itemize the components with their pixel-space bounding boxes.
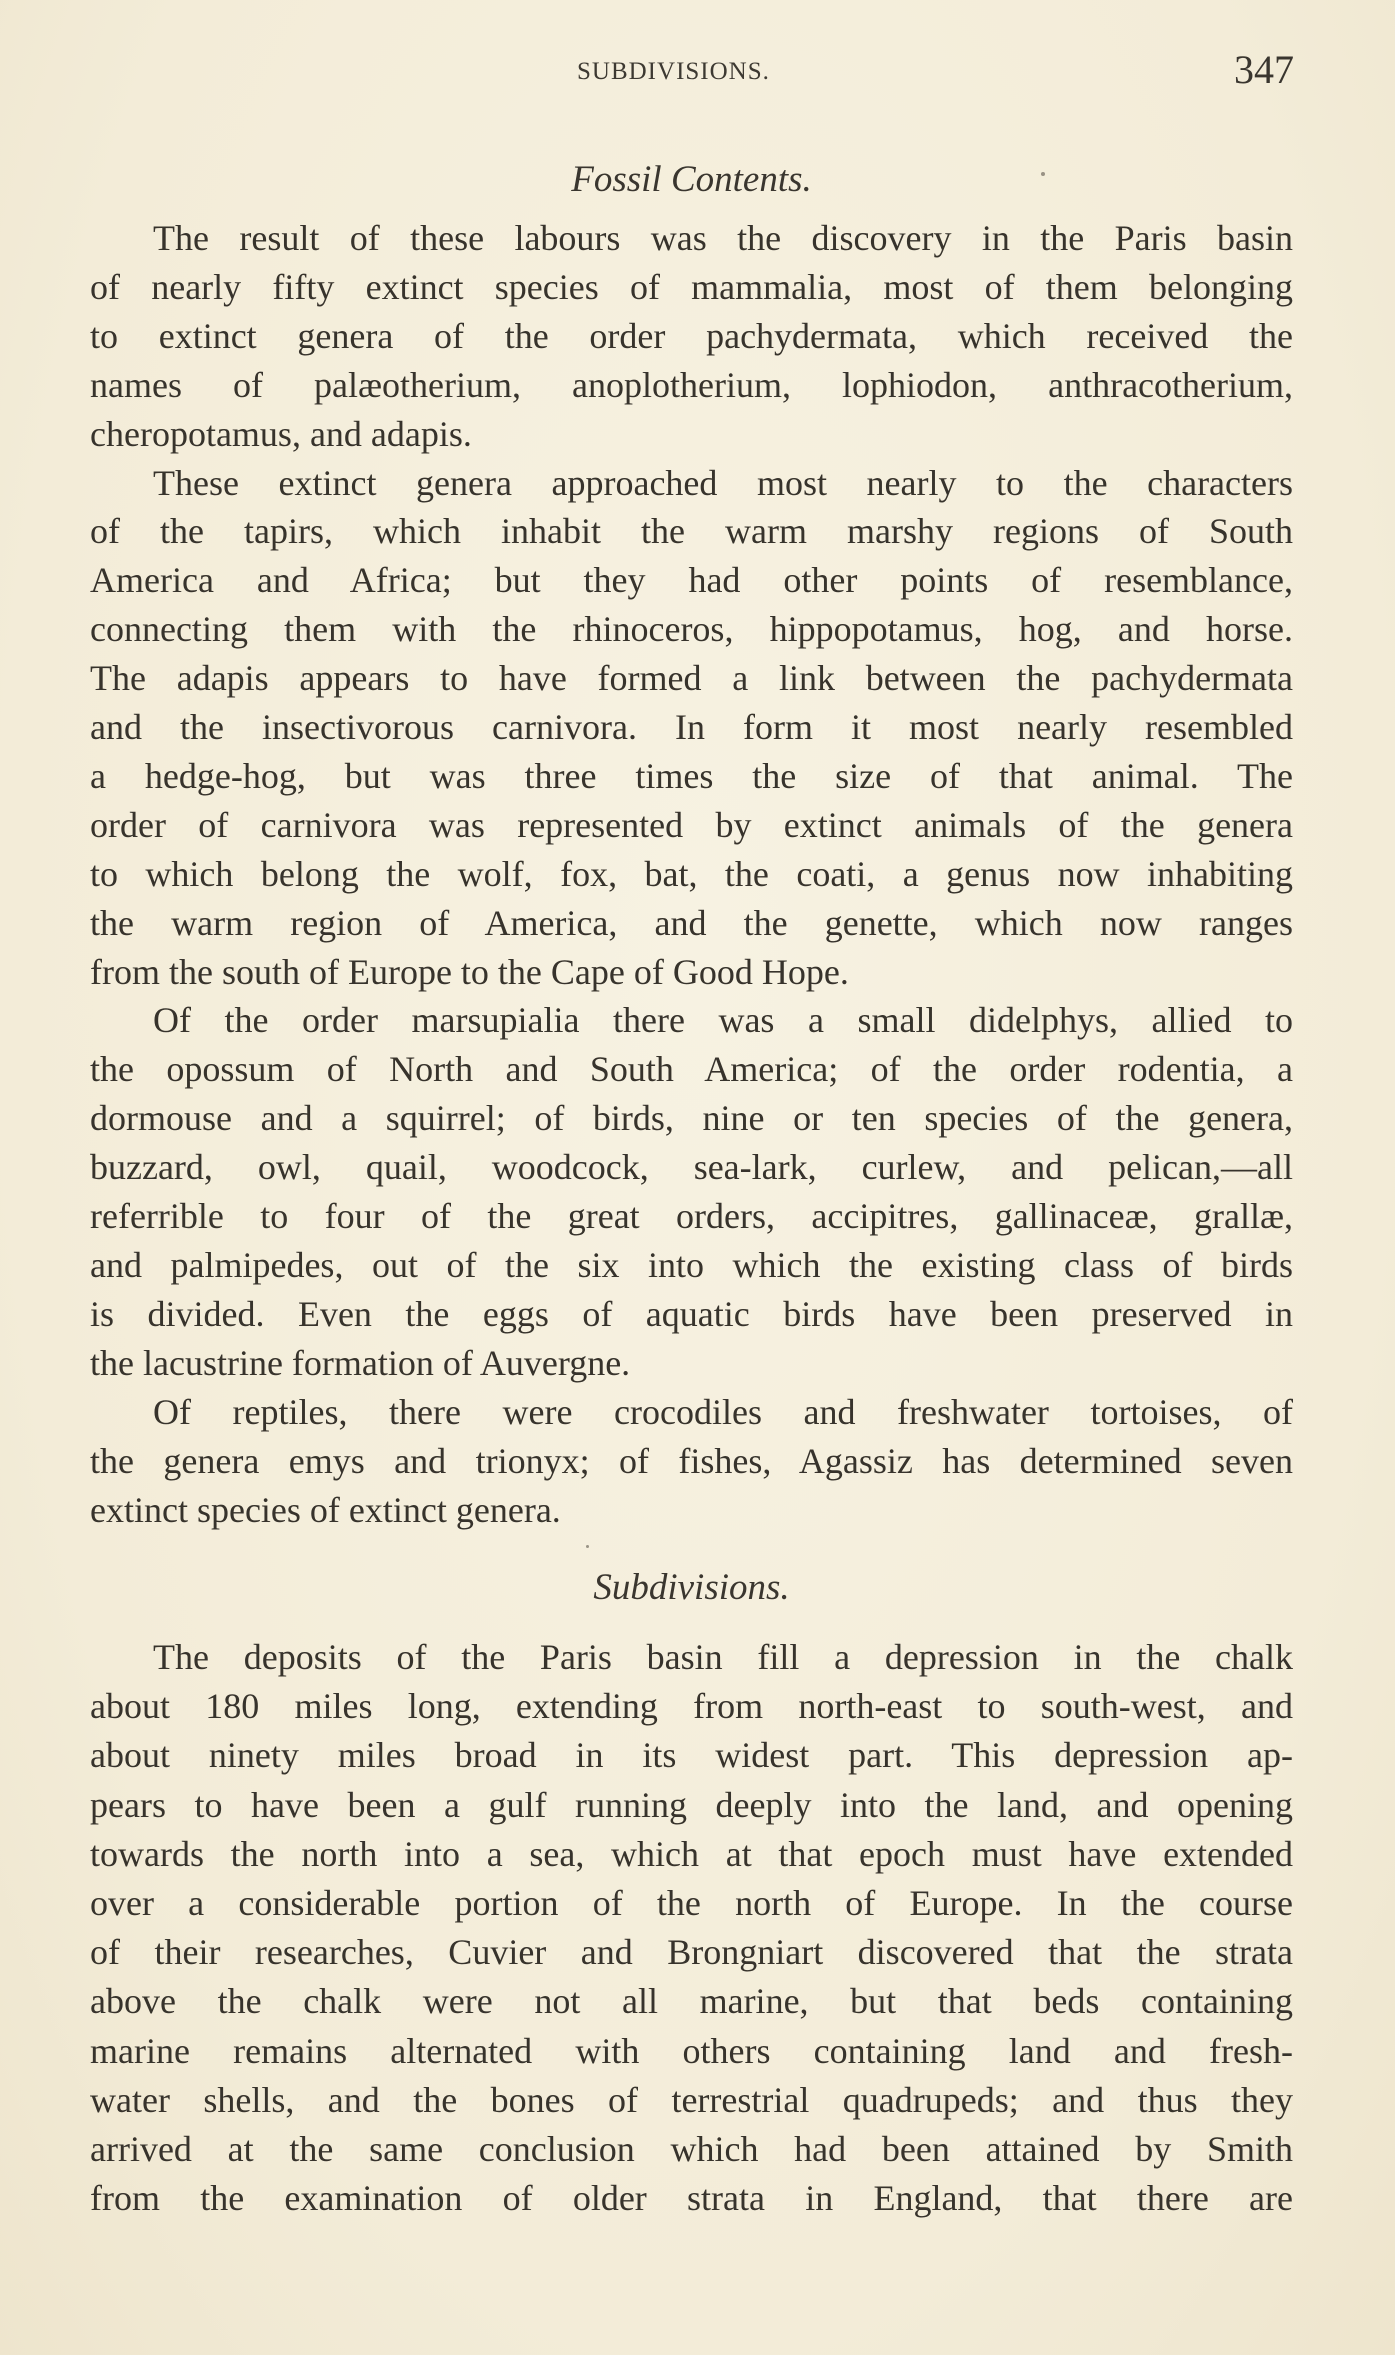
text-line: extinct species of extinct genera. [90, 1490, 561, 1530]
text-line: order of carnivora was represented by extinct animals of the genera [90, 805, 1293, 845]
text-line: the lacustrine formation of Auvergne. [90, 1343, 631, 1383]
text-line: pears to have been a gulf running deeply into the land, and opening [90, 1785, 1293, 1825]
text-line: and palmipedes, out of the six into which the existing class of birds [90, 1245, 1293, 1285]
text-line: about 180 miles long, extending from north-east to south-west, and [90, 1686, 1293, 1726]
text-line: the opossum of North and South America; of the order rodentia, a [90, 1049, 1293, 1089]
text-line: These extinct genera approached most nearly to the characters [153, 463, 1293, 503]
text-line: names of palæotherium, anoplotherium, lophiodon, anthracotherium, [90, 365, 1293, 405]
text-line: about ninety miles broad in its widest part. This depression ap- [90, 1735, 1293, 1775]
text-line: and the insectivorous carnivora. In form it most nearly resembled [90, 707, 1293, 747]
text-line: The deposits of the Paris basin fill a depression in the chalk [153, 1637, 1293, 1677]
text-line: of nearly fifty extinct species of mammalia, most of them belonging [90, 267, 1293, 307]
text-line: arrived at the same conclusion which had been attained by Smith [90, 2129, 1293, 2169]
section-heading-subdivisions: Subdivisions. [593, 1567, 790, 1608]
text-line: referrible to four of the great orders, accipitres, gallinaceæ, grallæ, [90, 1196, 1293, 1236]
text-line: to which belong the wolf, fox, bat, the coati, a genus now inhabiting [90, 854, 1293, 894]
text-line: The adapis appears to have formed a link between the pachydermata [90, 658, 1293, 698]
text-line: marine remains alternated with others containing land and fresh- [90, 2031, 1293, 2071]
section-heading-fossil-contents: Fossil Contents. [571, 159, 812, 200]
text-line: from the examination of older strata in England, that there are [90, 2178, 1293, 2218]
text-line: above the chalk were not all marine, but that beds containing [90, 1981, 1293, 2021]
text-line: towards the north into a sea, which at that epoch must have extended [90, 1834, 1293, 1874]
text-line: the genera emys and trionyx; of fishes, Agassiz has determined seven [90, 1441, 1293, 1481]
text-line: a hedge-hog, but was three times the size of that animal. The [90, 756, 1293, 796]
page-number: 347 [1234, 47, 1294, 92]
text-line: America and Africa; but they had other points of resemblance, [90, 560, 1293, 600]
print-speck [586, 1545, 589, 1548]
text-line: the warm region of America, and the genette, which now ranges [90, 903, 1293, 943]
text-line: buzzard, owl, quail, woodcock, sea-lark, curlew, and pelican,—all [90, 1147, 1293, 1187]
text-line: cheropotamus, and adapis. [90, 414, 472, 454]
text-line: connecting them with the rhinoceros, hippopotamus, hog, and horse. [90, 609, 1293, 649]
text-line: of the tapirs, which inhabit the warm marshy regions of South [90, 511, 1293, 551]
running-head-title: SUBDIVISIONS. [577, 58, 770, 85]
text-line: The result of these labours was the discovery in the Paris basin [153, 218, 1293, 258]
text-line: Of reptiles, there were crocodiles and freshwater tortoises, of [153, 1392, 1293, 1432]
text-line: to extinct genera of the order pachydermata, which received the [90, 316, 1293, 356]
text-line: over a considerable portion of the north of Europe. In the course [90, 1883, 1293, 1923]
print-speck [1041, 172, 1045, 176]
text-line: from the south of Europe to the Cape of Good Hope. [90, 952, 849, 992]
text-line: dormouse and a squirrel; of birds, nine or ten species of the genera, [90, 1098, 1293, 1138]
text-line: Of the order marsupialia there was a small didelphys, allied to [153, 1000, 1293, 1040]
text-line: is divided. Even the eggs of aquatic birds have been preserved in [90, 1294, 1293, 1334]
text-line: of their researches, Cuvier and Brongniart discovered that the strata [90, 1932, 1293, 1972]
text-line: water shells, and the bones of terrestrial quadrupeds; and thus they [90, 2080, 1293, 2120]
